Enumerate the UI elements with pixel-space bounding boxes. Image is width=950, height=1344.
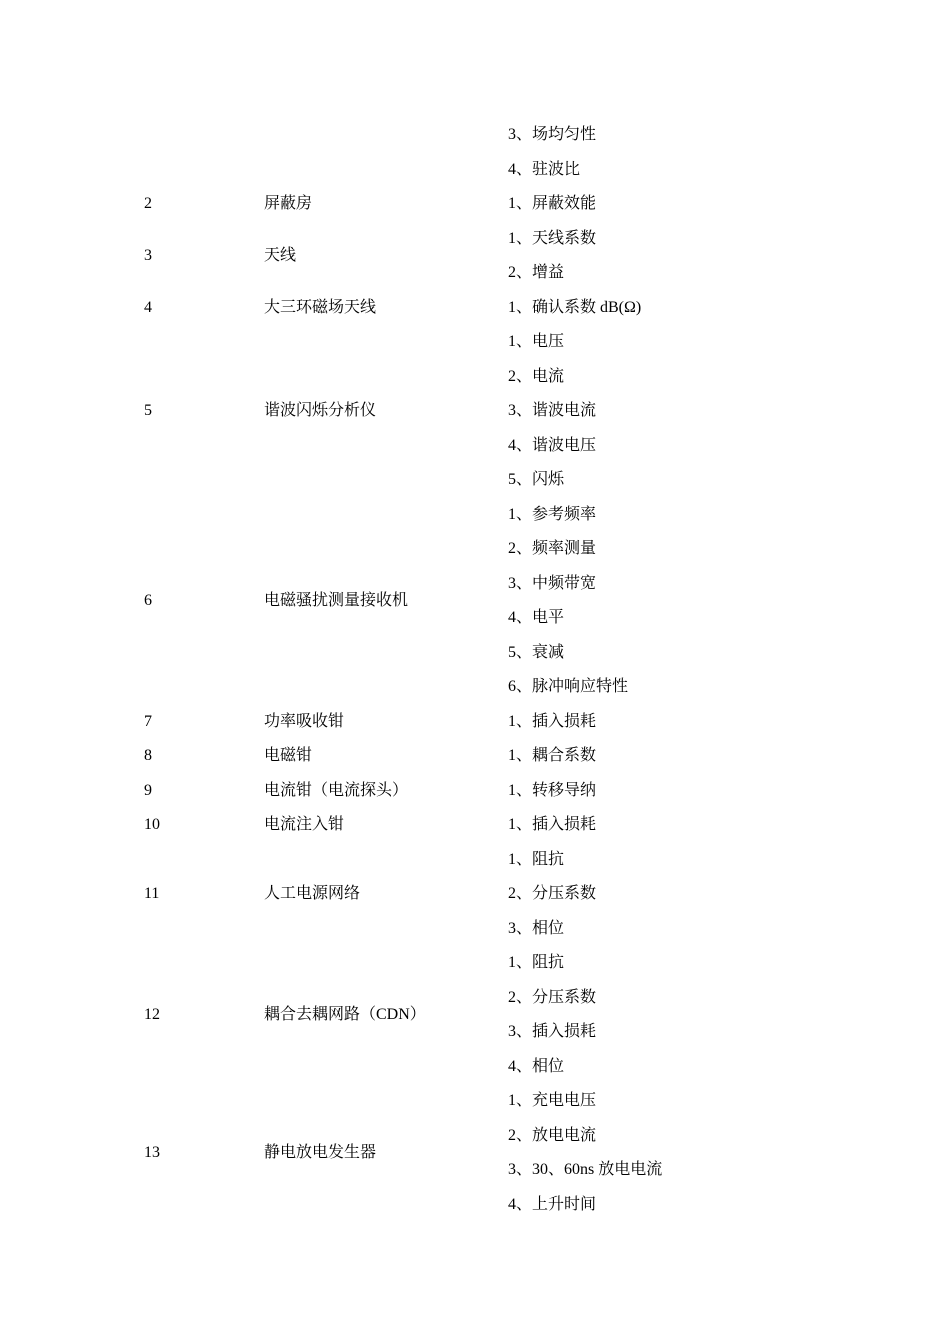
row-number: 8: [144, 747, 152, 765]
parameter-item: 3、谐波电流: [508, 402, 597, 420]
parameter-item: 1、耦合系数: [508, 747, 597, 765]
table-row: [144, 222, 808, 257]
instrument-name: 屏蔽房: [264, 195, 313, 213]
instrument-name: [264, 118, 508, 187]
parameter-item: 3、相位: [508, 919, 565, 937]
parameter-item: 1、阻抗: [508, 954, 565, 972]
parameter-item: 4、相位: [508, 1057, 565, 1075]
parameter-item: 1、电压: [508, 333, 565, 351]
parameter-item: 5、闪烁: [508, 471, 565, 489]
instrument-name: 电磁骚扰测量接收机: [264, 592, 409, 609]
parameter-item: 1、充电电压: [508, 1092, 597, 1110]
table-row: [144, 774, 808, 809]
instrument-name: 电磁钳: [264, 747, 313, 765]
parameter-item: 1、阻抗: [508, 850, 565, 868]
row-number: 7: [144, 712, 152, 730]
parameter-item: 4、上升时间: [508, 1195, 597, 1213]
table-row: [144, 739, 808, 774]
row-number: 12: [144, 1006, 160, 1023]
parameter-item: 2、分压系数: [508, 885, 597, 903]
table-row: [144, 118, 808, 153]
parameter-item: 3、场均匀性: [508, 126, 597, 144]
table-row: [144, 498, 808, 533]
row-number: 10: [144, 816, 160, 834]
instrument-name: 静电放电发生器: [264, 1144, 377, 1161]
row-number: 11: [144, 885, 160, 903]
instrument-name: 电流注入钳: [264, 816, 345, 834]
table-body: [144, 118, 808, 1222]
parameter-item: 1、天线系数: [508, 229, 597, 247]
parameter-item: 2、增益: [508, 264, 565, 282]
table-row: [144, 325, 808, 360]
table-row: [144, 187, 808, 222]
row-number: [144, 118, 264, 187]
instrument-name: 电流钳（电流探头）: [264, 781, 409, 799]
row-number: 9: [144, 781, 152, 799]
parameter-item: 5、衰减: [508, 643, 565, 661]
parameter-item: 1、确认系数 dB(Ω): [508, 298, 642, 316]
row-number: 5: [144, 402, 152, 420]
parameter-item: 3、中频带宽: [508, 574, 597, 592]
instrument-name: 耦合去耦网路（CDN）: [264, 1006, 426, 1023]
table-row: [144, 808, 808, 843]
parameter-item: 3、插入损耗: [508, 1023, 597, 1041]
parameter-item: 4、谐波电压: [508, 436, 597, 454]
instrument-parameter-table: [144, 118, 808, 1222]
row-number: 2: [144, 195, 152, 213]
parameter-item: 1、插入损耗: [508, 712, 597, 730]
table-row: [144, 705, 808, 740]
row-number: 13: [144, 1144, 160, 1161]
table-row: [144, 946, 808, 981]
parameter-item: 2、放电电流: [508, 1126, 597, 1144]
instrument-name: 人工电源网络: [264, 885, 361, 903]
instrument-name: 大三环磁场天线: [264, 298, 377, 316]
parameter-item: 1、参考频率: [508, 505, 597, 523]
parameter-item: 2、频率测量: [508, 540, 597, 558]
parameter-item: 3、30、60ns 放电电流: [508, 1161, 663, 1179]
parameter-item: 4、电平: [508, 609, 565, 627]
table-row: [144, 843, 808, 878]
parameter-item: 2、分压系数: [508, 988, 597, 1006]
parameter-item: 6、脉冲响应特性: [508, 678, 629, 696]
instrument-name: 谐波闪烁分析仪: [264, 402, 377, 420]
row-number: 3: [144, 247, 152, 264]
table-row: [144, 1084, 808, 1119]
parameter-item: 2、电流: [508, 367, 565, 385]
row-number: 4: [144, 298, 152, 316]
parameter-item: 1、转移导纳: [508, 781, 597, 799]
row-number: 6: [144, 592, 152, 609]
instrument-name: 天线: [264, 247, 297, 264]
parameter-item: 1、插入损耗: [508, 816, 597, 834]
instrument-name: 功率吸收钳: [264, 712, 345, 730]
parameter-item: 1、屏蔽效能: [508, 195, 597, 213]
table-row: [144, 291, 808, 326]
parameter-item: 4、驻波比: [508, 160, 581, 178]
